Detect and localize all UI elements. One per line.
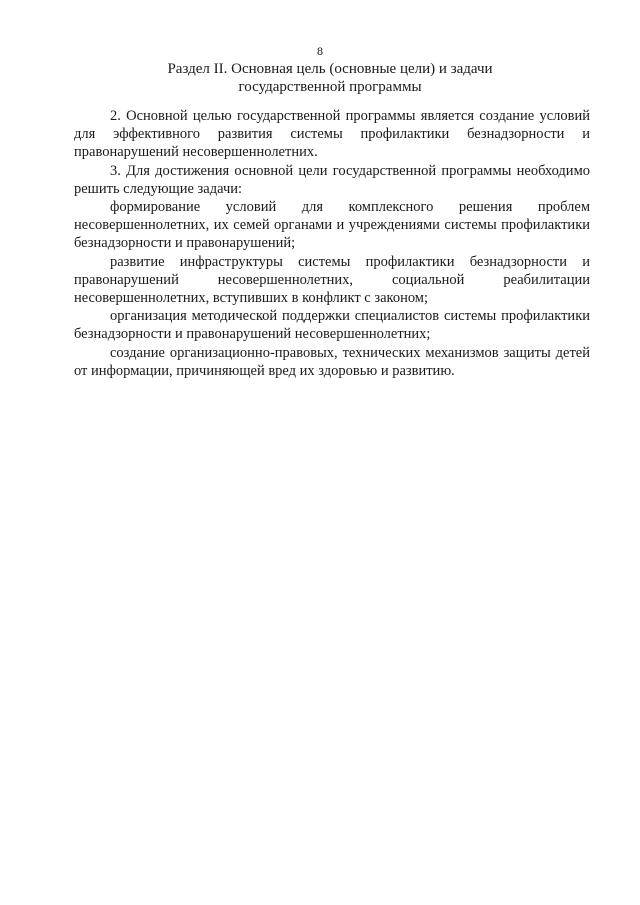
section-title-line-2: государственной программы <box>238 79 422 95</box>
section-title-line-1: Раздел II. Основная цель (основные цели) и задачи <box>167 61 493 77</box>
section-body <box>74 107 590 380</box>
task-item-methodical-support: организация методической поддержки специалистов системы профилактики безнадзорности и правонарушений несовершеннолетних; <box>74 308 590 343</box>
paragraph-goal: 2. Основной целью государственной программы является создание условий для эффективного развития системы профилактики безнадзорности и правонарушений несовершеннолетних. <box>74 108 590 161</box>
paragraph-tasks-intro: 3. Для достижения основной цели государственной программы необходимо решить следующие задачи: <box>74 162 590 197</box>
task-item-information-protection: создание организационно-правовых, технических механизмов защиты детей от информации, причиняющей вред их здоровью и развитию. <box>74 344 590 379</box>
task-item-infrastructure: развитие инфраструктуры системы профилактики безнадзорности и правонарушений несовершеннолетних, социальной реабилитации несовершеннолетних, вступивших в конфликт с законом; <box>74 253 590 307</box>
page-number: 8 <box>317 44 323 58</box>
task-item-conditions: формирование условий для комплексного решения проблем несовершеннолетних, их семей органами и учреждениями системы профилактики безнадзорности и правонарушений; <box>74 199 590 252</box>
section-title <box>60 60 600 96</box>
